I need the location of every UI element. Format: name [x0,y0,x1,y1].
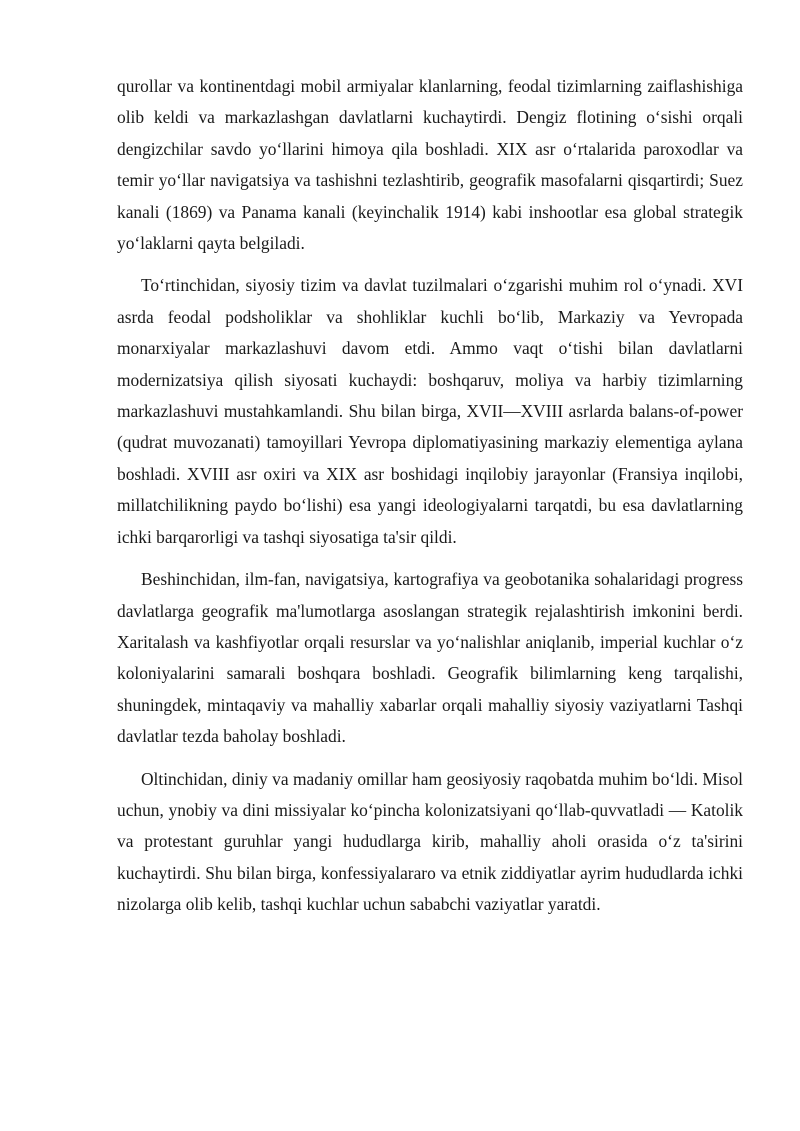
paragraph-sixth: Oltinchidan, diniy va madaniy omillar ham geosiyosiy raqobatda muhim bo‘ldi. Misol uchun, ynobiy va dini missiyalar ko‘pincha kolonizatsiyani qo‘llab-quvvatladi — Katolik va protestant guruhlar yangi hududlarga kirib, mahalliy aholi orasida o‘z ta'sirini kuchaytirdi. Shu bilan birga, konfessiyalararo va etnik ziddiyatlar ayrim hududlarda ichki nizolarga olib kelib, tashqi kuchlar uchun sababchi vaziyatlar yaratdi. [117,768,743,915]
document-page [117,71,743,932]
paragraph-fifth: Beshinchidan, ilm-fan, navigatsiya, kartografiya va geobotanika sohalaridagi progress davlatlarga geografik ma'lumotlarga asoslangan strategik rejalashtirish imkonini berdi. Xaritalash va kashfiyotlar orqali resurslar va yo‘nalishlar aniqlanib, imperial kuchlar o‘z koloniyalarini samarali boshqara boshladi. Geografik bilimlarning keng tarqalishi, shuningdek, mintaqaviy va mahalliy xabarlar orqali mahalliy siyosiy vaziyatlarni Tashqi davlatlar tezda baholay boshladi. [117,569,743,747]
paragraph-fourth: To‘rtinchidan, siyosiy tizim va davlat tuzilmalari o‘zgarishi muhim rol o‘ynadi. XVI asrda feodal podsholiklar va shohliklar kuchli bo‘lib, Markaziy va Yevropada monarxiyalar markazlashuvi davom etdi. Ammo vaqt o‘tishi bilan davlatlarni modernizatsiya qilish siyosati kuchaydi: boshqaruv, moliya va harbiy tizimlarning markazlashuvi mustahkamlandi. Shu bilan birga, XVII—XVIII asrlarda balans-of-power (qudrat muvozanati) tamoyillari Yevropa diplomatiyasining markaziy elementiga aylana boshladi. XVIII asr oxiri va XIX asr boshidagi inqilobiy jarayonlar (Fransiya inqilobi, millatchilikning paydo bo‘lishi) esa yangi ideologiyalarni tarqatdi, bu esa davlatlarning ichki barqarorligi va tashqi siyosatiga ta'sir qildi. [117,275,743,547]
paragraph-continuation: qurollar va kontinentdagi mobil armiyalar klanlarning, feodal tizimlarning zaiflashishiga olib keldi va markazlashgan davlatlarni kuchaytirdi. Dengiz flotining o‘sishi orqali dengizchilar savdo yo‘llarini himoya qila boshladi. XIX asr o‘rtalarida paroxodlar va temir yo‘llar navigatsiya va tashishni tezlashtirib, geografik masofalarni qisqartirdi; Suez kanali (1869) va Panama kanali (keyinchalik 1914) kabi inshootlar esa global strategik yo‘laklarni qayta belgiladi. [117,76,743,254]
